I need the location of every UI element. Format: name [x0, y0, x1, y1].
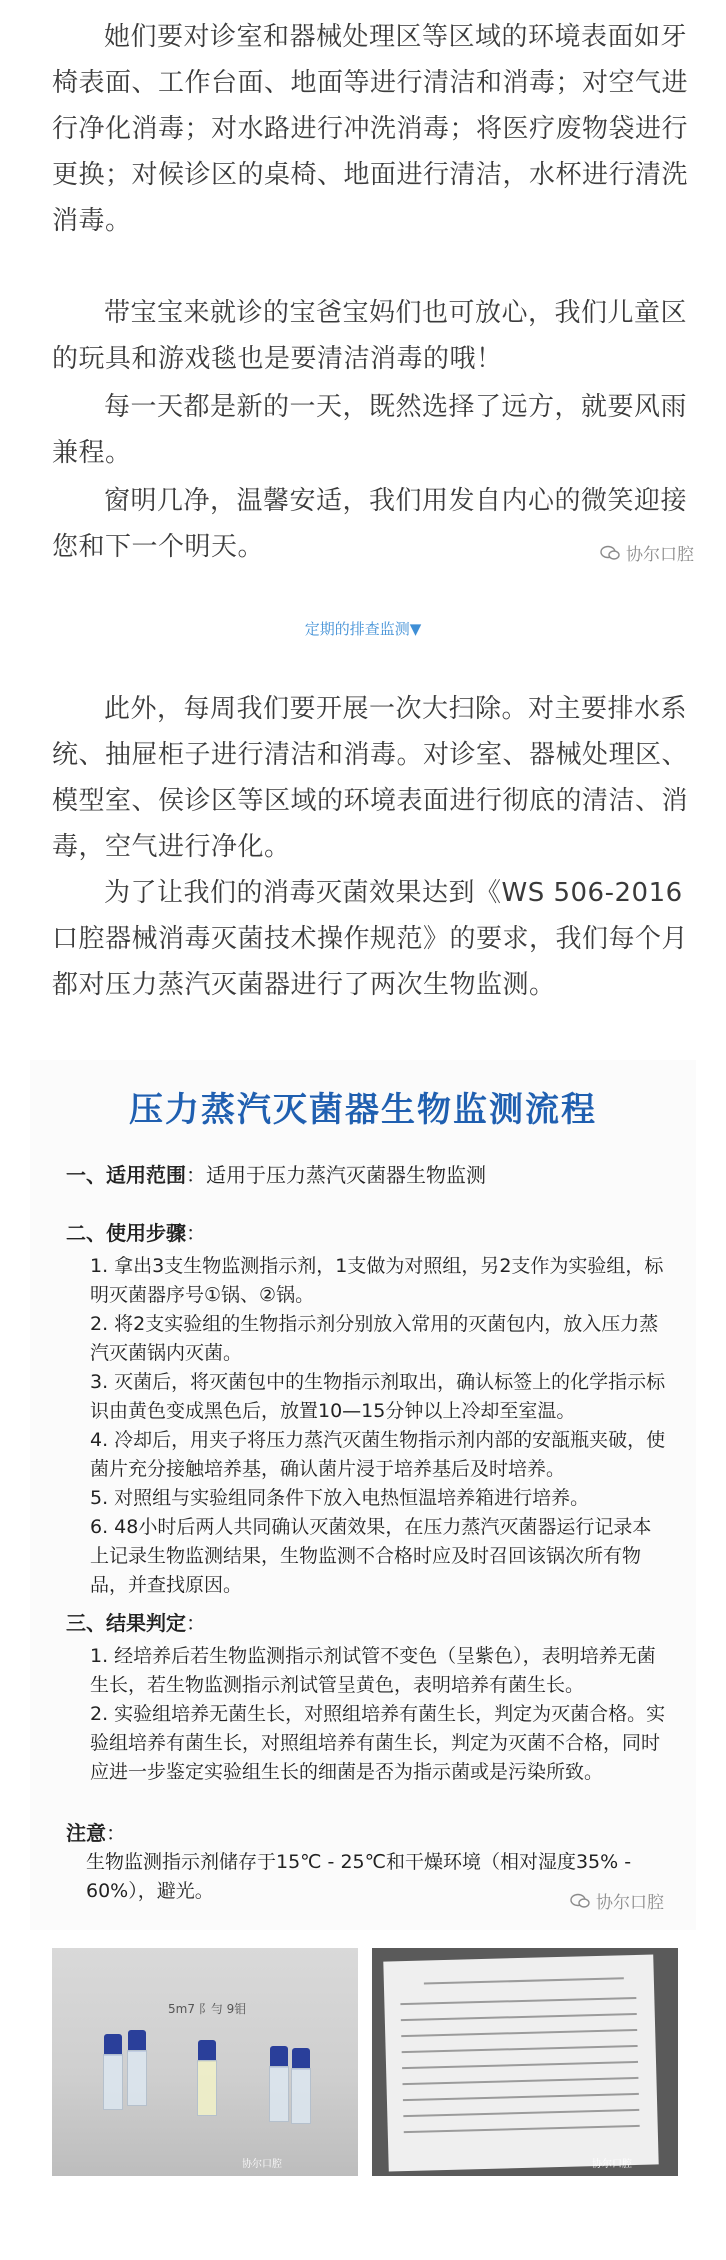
note-head: 注意 [66, 1821, 106, 1845]
section-link-inspection[interactable]: 定期的排查监测▼ [304, 620, 422, 638]
list-item: 2. 实验组培养无菌生长，对照组培养有菌生长，判定为灭菌合格。实验组培养有菌生长，对照组培养有菌生长，判定为灭菌不合格，同时应进一步鉴定实验组生长的细菌是否为指示菌或是污染所致。 [90, 1703, 666, 1783]
paragraph-new-day: 每一天都是新的一天，既然选择了远方，就要风雨兼程。 [52, 392, 688, 468]
watermark-text: 协尔口腔 [626, 545, 694, 565]
photo-record-sheet [372, 1948, 678, 2176]
list-item: 5. 对照组与实验组同条件下放入电热恒温培养箱进行培养。 [90, 1487, 590, 1509]
scope-section [66, 1160, 666, 1190]
note-section: 注意： 生物监测指示剂储存于15℃ - 25℃和干燥环境（相对湿度35% - 60%），避光。 [66, 1818, 666, 1906]
paragraph-welcome: 窗明几净，温馨安适，我们用发自内心的微笑迎接您和下一个明天。 [52, 486, 688, 562]
list-item: 3. 灭菌后，将灭菌包中的生物指示剂取出，确认标签上的化学指示标识由黄色变成黑色后，放置10—15分钟以上冷却至室温。 [90, 1371, 666, 1422]
brand-watermark [600, 540, 694, 565]
scope-text: ：适用于压力蒸汽灭菌器生物监测 [186, 1163, 486, 1187]
scope-head: 一、适用范围 [66, 1163, 186, 1187]
steps-section: 二、使用步骤： 1. 拿出3支生物监测指示剂，1支做为对照组，另2支作为实验组，标明灭菌器序号①锅、②锅。 2. 将2支实验组的生物指示剂分别放入常用的灭菌包内，放入压力蒸汽灭菌锅内灭菌。 3. 灭菌后，将灭菌包中的生物指示剂取出，确认标签上的化学指示标识由黄色变成黑色后，放置10—15分钟以上冷却至室温。 4. 冷却后，用夹子将压力蒸汽灭菌生物指示剂内部的安瓿瓶夹破，使菌片充分接触培养基，确认菌片浸于培养基后及时培养。 5. 对照组与实验组同条件下放入电热恒温培养箱进行培养。 6. 48小时后两人共同确认灭菌效果，在压力蒸汽灭菌器运行记录本上记录生物监测结果，生物监测不合格时应及时召回该锅次所有物品，并查找原因。 [66, 1218, 666, 1600]
photo-watermark: 协尔口腔 [592, 2159, 632, 2170]
note-text: 生物监测指示剂储存于15℃ - 25℃和干燥环境（相对湿度35% - 60%），避光。 [86, 1851, 632, 1902]
paragraph-children-area: 带宝宝来就诊的宝爸宝妈们也可放心，我们儿童区的玩具和游戏毯也是要清洁消毒的哦！ [52, 298, 688, 374]
paragraph-weekly-cleaning: 此外，每周我们要开展一次大扫除。对主要排水系统、抽屉柜子进行清洁和消毒。对诊室、器械处理区、模型室、侯诊区等区域的环境表面进行彻底的清洁、消毒，空气进行净化。 [52, 694, 689, 862]
steps-head: 二、使用步骤 [66, 1221, 186, 1245]
flowchart-image [30, 1060, 696, 1930]
list-item: 2. 将2支实验组的生物指示剂分别放入常用的灭菌包内，放入压力蒸汽灭菌锅内灭菌。 [90, 1313, 659, 1364]
list-item: 4. 冷却后，用夹子将压力蒸汽灭菌生物指示剂内部的安瓿瓶夹破，使菌片充分接触培养基，确认菌片浸于培养基后及时培养。 [90, 1429, 666, 1480]
list-item: 1. 拿出3支生物监测指示剂，1支做为对照组，另2支作为实验组，标明灭菌器序号①锅、②锅。 [90, 1255, 664, 1306]
wechat-icon [600, 545, 620, 561]
steps-list [66, 1252, 666, 1600]
photo-handwriting: 5m7 阝勻 9钼 [168, 2002, 247, 2016]
list-item: 1. 经培养后若生物监测指示剂试管不变色（呈紫色），表明培养无菌生长，若生物监测指示剂试管呈黄色，表明培养有菌生长。 [90, 1645, 656, 1696]
result-section: 三、结果判定： 1. 经培养后若生物监测指示剂试管不变色（呈紫色），表明培养无菌生长，若生物监测指示剂试管呈黄色，表明培养有菌生长。 2. 实验组培养无菌生长，对照组培养有菌生长，判定为灭菌合格。实验组培养有菌生长，对照组培养有菌生长，判定为灭菌不合格，同时应进一步鉴定实验组生长的细菌是否为指示菌或是污染所致。 [66, 1608, 666, 1787]
list-item: 6. 48小时后两人共同确认灭菌效果，在压力蒸汽灭菌器运行记录本上记录生物监测结果，生物监测不合格时应及时召回该锅次所有物品，并查找原因。 [90, 1516, 652, 1596]
paragraph-cleaning-areas: 她们要对诊室和器械处理区等区域的环境表面如牙椅表面、工作台面、地面等进行清洁和消毒；对空气进行净化消毒；对水路进行冲洗消毒；将医疗废物袋进行更换；对候诊区的桌椅、地面进行清洁，水杯进行清洗消毒。 [52, 22, 689, 236]
result-list [66, 1642, 666, 1787]
record-sheet [383, 1955, 658, 2172]
wechat-icon [570, 1893, 590, 1909]
photo-watermark: 协尔口腔 [242, 2159, 282, 2170]
photo-indicator-vials [52, 1948, 358, 2176]
result-head: 三、结果判定 [66, 1611, 186, 1635]
flowchart-watermark: 协尔口腔 [570, 1888, 664, 1913]
flowchart-title: 压力蒸汽灭菌器生物监测流程 [129, 1090, 597, 1130]
paragraph-biological-monitoring: 为了让我们的消毒灭菌效果达到《WS 506-2016口腔器械消毒灭菌技术操作规范》的要求，我们每个月都对压力蒸汽灭菌器进行了两次生物监测。 [52, 878, 689, 1000]
